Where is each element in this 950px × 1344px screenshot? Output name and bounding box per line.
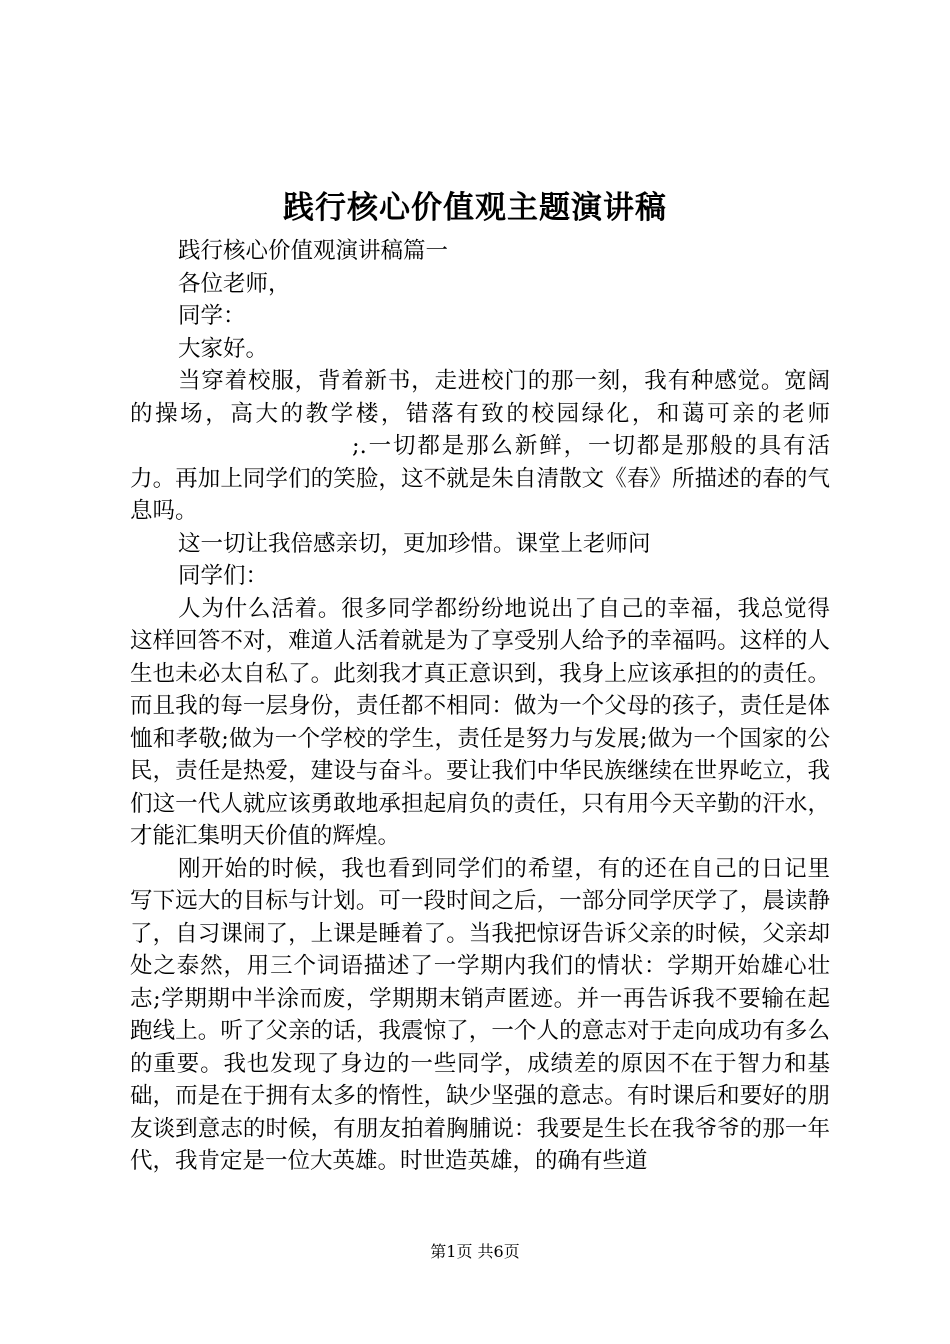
paragraph-school-entry-part-1: 当穿着校服，背着新书，走进校门的那一刻，我有种感觉。宽阔的操场，高大的教学楼，错落有致的校园绿化，和蔼可亲的老师	[130, 368, 830, 427]
paragraph-class-question: 这一切让我倍感亲切，更加珍惜。课堂上老师问	[178, 530, 651, 557]
document-title: 践行核心价值观主题演讲稿	[283, 190, 667, 226]
subtitle-line: 践行核心价值观演讲稿篇一	[178, 238, 449, 264]
paragraph-classmates-lead: 同学们：	[178, 563, 269, 589]
page-number-footer: 第1页 共6页	[430, 1242, 520, 1261]
salutation-teachers: 各位老师，	[178, 270, 291, 297]
paragraph-school-entry-part-2: ;.一切都是那么新鲜，一切都是那般的具有活力。再加上同学们的笑脸，这不就是朱自清散文《春》所描述的春的气息吗。	[130, 433, 830, 524]
paragraph-responsibility: 人为什么活着。很多同学都纷纷地说出了自己的幸福，我总觉得这样回答不对，难道人活着就是为了享受别人给予的幸福吗。这样的人生也未必太自私了。此刻我才真正意识到，我身上应该承担的的责任。而且我的每一层身份，责任都不相同：做为一个父母的孩子，责任是体恤和孝敬;做为一个学校的学生，责任是努力与发展;做为一个国家的公民，责任是热爱，建设与奋斗。要让我们中华民族继续在世界屹立，我们这一代人就应该勇敢地承担起肩负的责任，只有用今天辛勤的汗水，才能汇集明天价值的辉煌。	[130, 595, 830, 849]
salutation-students: 同学：	[178, 303, 246, 329]
paragraph-willpower: 刚开始的时候，我也看到同学们的希望，有的还在自己的日记里写下远大的目标与计划。可一段时间之后，一部分同学厌学了，晨读静了，自习课闹了，上课是睡着了。当我把惊讶告诉父亲的时候，父亲却处之泰然，用三个词语描述了一学期内我们的情状：学期开始雄心壮志;学期期中半涂而废，学期期末销声匿迹。并一再告诉我不要输在起跑线上。听了父亲的话，我震惊了，一个人的意志对于走向成功有多么的重要。我也发现了身边的一些同学，成绩差的原因不在于智力和基础，而是在于拥有太多的惰性，缺少坚强的意志。有时课后和要好的朋友谈到意志的时候，有朋友拍着胸脯说：我要是生长在我爷爷的那一年代，我肯定是一位大英雄。时世造英雄，的确有些道	[130, 855, 830, 1174]
paragraph-school-entry	[130, 365, 830, 528]
document-body	[130, 235, 830, 1178]
greeting-line: 大家好。	[178, 335, 269, 362]
